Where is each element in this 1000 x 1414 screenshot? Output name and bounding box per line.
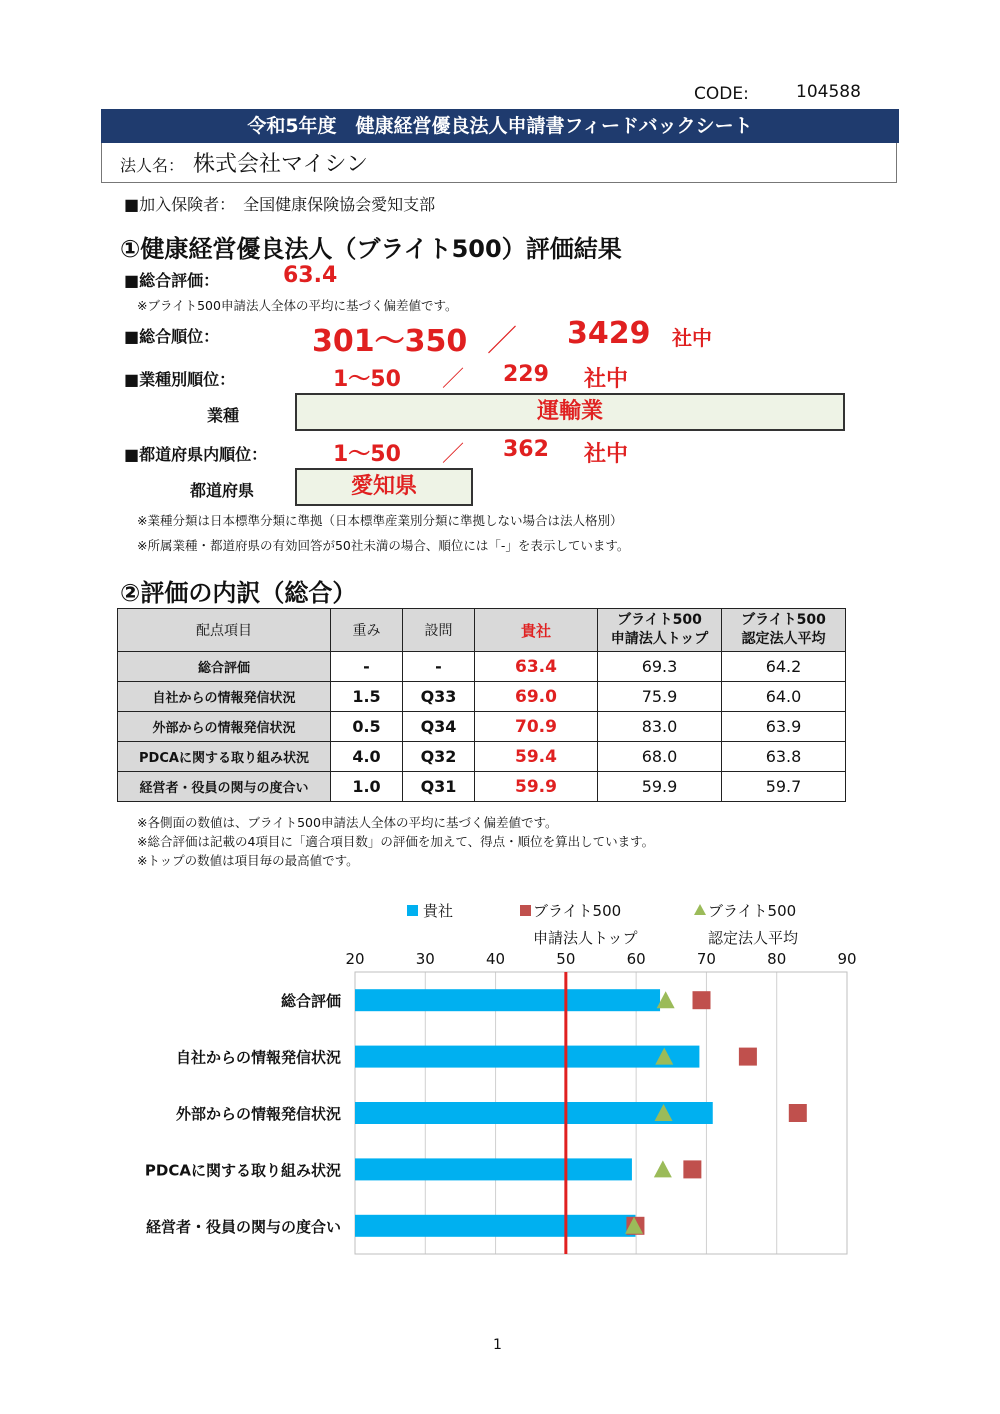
row-item: 外部からの情報発信状況	[118, 712, 331, 742]
row-weight: 4.0	[331, 742, 403, 772]
category-label: PDCAに関する取り組み状況	[144, 1161, 341, 1180]
x-tick-label: 90	[837, 950, 857, 968]
top-marker	[789, 1104, 807, 1122]
row-avg: 63.8	[722, 742, 846, 772]
header-avg-line1: ブライト500	[741, 612, 826, 628]
row-item: PDCAに関する取り組み状況	[118, 742, 331, 772]
row-top: 68.0	[598, 742, 722, 772]
comparison-chart	[100, 945, 880, 1275]
industry-rank-unit: 社中	[584, 367, 629, 392]
legend-own-label: 貴社	[423, 902, 454, 920]
row-avg: 59.7	[722, 772, 846, 802]
category-label: 経営者・役員の関与の度合い	[145, 1217, 341, 1236]
pref-rank-unit: 社中	[584, 442, 629, 467]
header-avg-line2: 認定法人平均	[741, 631, 826, 647]
table-row	[118, 682, 846, 712]
row-weight: 1.5	[331, 682, 403, 712]
top-marker	[693, 991, 711, 1009]
table-row	[118, 712, 846, 742]
legend-top-swatch	[520, 905, 531, 916]
own-bar	[355, 989, 660, 1011]
industry-rank-label: ■業種別順位：	[124, 370, 236, 389]
section2-title: ②評価の内訳（総合）	[120, 579, 357, 607]
row-top: 75.9	[598, 682, 722, 712]
industry-note: ※業種分類は日本標準分類に準拠（日本標準産業別分類に準拠しない場合は法人格別）	[137, 513, 623, 528]
pref-label: 都道府県	[190, 481, 255, 500]
own-bar	[355, 1158, 632, 1180]
avg-marker	[654, 1160, 672, 1177]
header-weight: 重み	[331, 609, 403, 652]
overall-note: ※ブライト500申請法人全体の平均に基づく偏差値です。	[137, 298, 458, 313]
legend-avg-label-1: ブライト500	[708, 902, 797, 920]
legend-top-label-2: 申請法人トップ	[533, 929, 638, 947]
header-top-line2: 申請法人トップ	[610, 631, 709, 647]
code-label: CODE:	[694, 84, 749, 104]
x-tick-label: 80	[767, 950, 787, 968]
x-tick-label: 20	[345, 950, 365, 968]
own-bar	[355, 1215, 635, 1237]
row-weight: 1.0	[331, 772, 403, 802]
rank-unit: 社中	[672, 326, 712, 350]
table-row	[118, 742, 846, 772]
table-note-1: ※各側面の数値は、ブライト500申請法人全体の平均に基づく偏差値です。	[137, 815, 558, 830]
row-question: Q33	[403, 682, 475, 712]
industry-rank-value: 1～50	[333, 367, 401, 392]
row-item: 自社からの情報発信状況	[118, 682, 331, 712]
overall-label: ■総合評価：	[124, 271, 220, 290]
row-own: 69.0	[475, 682, 598, 712]
insurer: ■加入保険者： 全国健康保険協会愛知支部	[124, 195, 436, 214]
section1-title: ①健康経営優良法人（ブライト500）評価結果	[120, 235, 622, 263]
industry-rank-total: 229	[503, 362, 549, 387]
pref-rank-total: 362	[503, 437, 549, 462]
row-own: 59.9	[475, 772, 598, 802]
header-top-line1: ブライト500	[617, 612, 702, 628]
row-weight: 0.5	[331, 712, 403, 742]
row-top: 83.0	[598, 712, 722, 742]
header-avg	[722, 609, 846, 652]
breakdown-table	[117, 608, 846, 802]
rank-label: ■総合順位：	[124, 327, 220, 346]
header-top	[598, 609, 722, 652]
header-item: 配点項目	[118, 609, 331, 652]
row-item: 経営者・役員の関与の度合い	[118, 772, 331, 802]
corp-label: 法人名：	[120, 156, 185, 175]
row-question: Q32	[403, 742, 475, 772]
x-tick-label: 60	[626, 950, 646, 968]
row-avg: 63.9	[722, 712, 846, 742]
pref-rank-label: ■都道府県内順位：	[124, 445, 268, 464]
table-header-row	[118, 609, 846, 652]
code-value: 104588	[796, 82, 861, 102]
pref-rank-value: 1～50	[333, 442, 401, 467]
legend-top-label-1: ブライト500	[533, 902, 622, 920]
corp-name: 株式会社マイシン	[193, 152, 369, 177]
table-row	[118, 772, 846, 802]
category-label: 総合評価	[280, 992, 341, 1011]
x-tick-label: 30	[415, 950, 435, 968]
row-top: 59.9	[598, 772, 722, 802]
document-title: 令和5年度 健康経営優良法人申請書フィードバックシート	[101, 109, 899, 143]
own-bar	[355, 1046, 699, 1068]
pref-note: ※所属業種・都道府県の有効回答が50社未満の場合、順位には「-」を表示しています。	[137, 538, 630, 553]
category-label: 外部からの情報発信状況	[175, 1105, 341, 1123]
row-question: Q31	[403, 772, 475, 802]
pref-rank-slash: ／	[442, 442, 465, 467]
header-question: 設問	[403, 609, 475, 652]
x-tick-label: 50	[556, 950, 576, 968]
row-top: 69.3	[598, 652, 722, 682]
row-item: 総合評価	[118, 652, 331, 682]
row-weight: -	[331, 652, 403, 682]
top-marker	[739, 1048, 757, 1066]
industry-label: 業種	[207, 406, 240, 425]
legend-own-swatch	[407, 905, 418, 916]
table-row	[118, 652, 846, 682]
row-question: -	[403, 652, 475, 682]
x-tick-label: 40	[486, 950, 506, 968]
pref-value: 愛知県	[295, 468, 473, 506]
row-own: 70.9	[475, 712, 598, 742]
category-label: 自社からの情報発信状況	[175, 1048, 341, 1067]
row-own: 59.4	[475, 742, 598, 772]
row-avg: 64.2	[722, 652, 846, 682]
top-marker	[683, 1160, 701, 1178]
row-own: 63.4	[475, 652, 598, 682]
x-tick-label: 70	[696, 950, 716, 968]
row-avg: 64.0	[722, 682, 846, 712]
rank-value: 301～350	[312, 324, 468, 359]
header-own: 貴社	[475, 609, 598, 652]
rank-total: 3429	[567, 316, 651, 351]
overall-value: 63.4	[283, 263, 338, 288]
page-number: 1	[493, 1337, 502, 1353]
row-question: Q34	[403, 712, 475, 742]
rank-slash: ／	[487, 324, 517, 359]
legend-avg-swatch	[694, 904, 706, 916]
industry-value: 運輸業	[295, 393, 845, 431]
legend-avg-label-2: 認定法人平均	[708, 929, 799, 947]
table-note-3: ※トップの数値は項目毎の最高値です。	[137, 853, 359, 868]
industry-rank-slash: ／	[442, 367, 465, 392]
table-note-2: ※総合評価は記載の4項目に「適合項目数」の評価を加えて、得点・順位を算出しています。	[137, 834, 655, 849]
